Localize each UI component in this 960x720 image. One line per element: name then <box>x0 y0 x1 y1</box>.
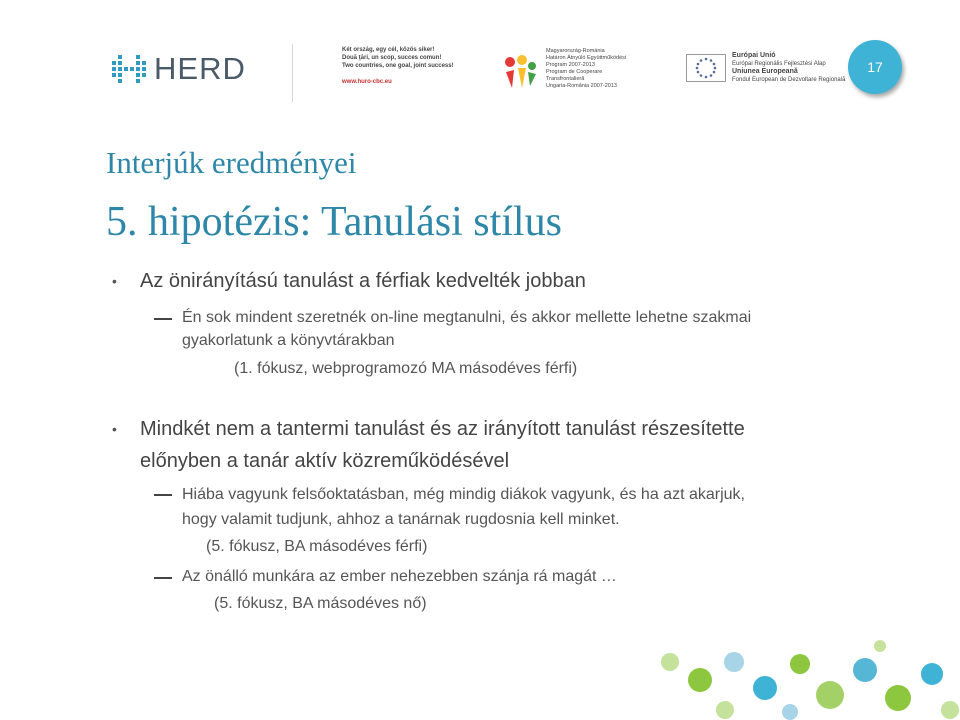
quote-2-source: (5. fókusz, BA másodéves férfi) <box>206 538 428 555</box>
quote-3-source: (5. fókusz, BA másodéves nő) <box>214 595 427 612</box>
bullet-dot-icon: • <box>112 273 117 289</box>
quote-2-line2: hogy valamit tudjunk, ahhoz a tanárnak rugdosnia kell minket. <box>182 511 620 528</box>
herd-mark-icon <box>110 51 150 87</box>
dash-icon <box>154 494 172 496</box>
herd-logo <box>110 48 246 90</box>
decorative-circles <box>650 640 960 720</box>
bullet-2 <box>112 418 745 441</box>
eu-title-ro: Uniunea Europeană <box>732 68 798 75</box>
slogan-block <box>342 46 454 86</box>
quote-1: Én sok mindent szeretnék on-line megtanulni, és akkor mellette lehetne szakmai <box>182 309 752 326</box>
header-divider <box>292 44 293 102</box>
huro-line: Transfrontalieră <box>546 76 585 82</box>
bullet-dot-icon: • <box>112 421 117 437</box>
page-number-badge: 17 <box>848 40 902 94</box>
huro-text <box>546 48 626 90</box>
huro-line: Program 2007-2013 <box>546 62 595 68</box>
quote-1-source: (1. fókusz, webprogramozó MA másodéves férfi) <box>234 360 578 377</box>
eu-title: Európai Unió <box>732 52 776 59</box>
slogan-line: Két ország, egy cél, közös siker! <box>342 47 435 53</box>
bullet-2-line2: előnyben a tanár aktív közreműködésével <box>140 450 510 472</box>
eu-sub-ro: Fondul European de Dezvoltare Regională <box>732 77 846 83</box>
bullet-1-text: Az önirányítású tanulást a férfiak kedvelték jobban <box>140 270 586 292</box>
dash-icon <box>154 318 172 320</box>
quote-2-line1: Hiába vagyunk felsőoktatásban, még mindig diákok vagyunk, és ha azt akarjuk, <box>182 486 745 503</box>
deco-circles-icon <box>661 640 959 720</box>
huro-line: Ungaria-România 2007-2013 <box>546 83 617 89</box>
herd-logo-text: HERD <box>154 51 246 86</box>
quote-1-cont: gyakorlatunk a könyvtárakban <box>182 332 395 349</box>
eu-sub: Európai Regionális Fejlesztési Alap <box>732 61 826 67</box>
slide-subtitle: 5. hipotézis: Tanulási stílus <box>106 199 562 245</box>
bullet-2-cont <box>112 450 509 473</box>
bullet-2-line1: Mindkét nem a tantermi tanulást és az irányított tanulást részesítette <box>140 418 745 440</box>
slogan-line: Două ţări, un scop, succes comun! <box>342 55 442 61</box>
slogan-line: Two countries, one goal, joint success! <box>342 63 454 69</box>
huro-line: Program de Cooperare <box>546 69 603 75</box>
huro-logo-icon <box>500 52 540 92</box>
eu-text <box>732 52 845 84</box>
huro-line: Határon Átnyúló Együttműködési <box>546 55 627 61</box>
eu-flag-icon <box>686 54 726 82</box>
bullet-1 <box>112 270 586 293</box>
dash-icon <box>154 577 172 579</box>
slogan-url: www.huro-cbc.eu <box>342 79 392 85</box>
slide-title: Interjúk eredményei <box>106 145 357 180</box>
huro-line: Magyarország-Románia <box>546 48 605 54</box>
quote-3: Az önálló munkára az ember nehezebben szánja rá magát … <box>182 568 617 585</box>
